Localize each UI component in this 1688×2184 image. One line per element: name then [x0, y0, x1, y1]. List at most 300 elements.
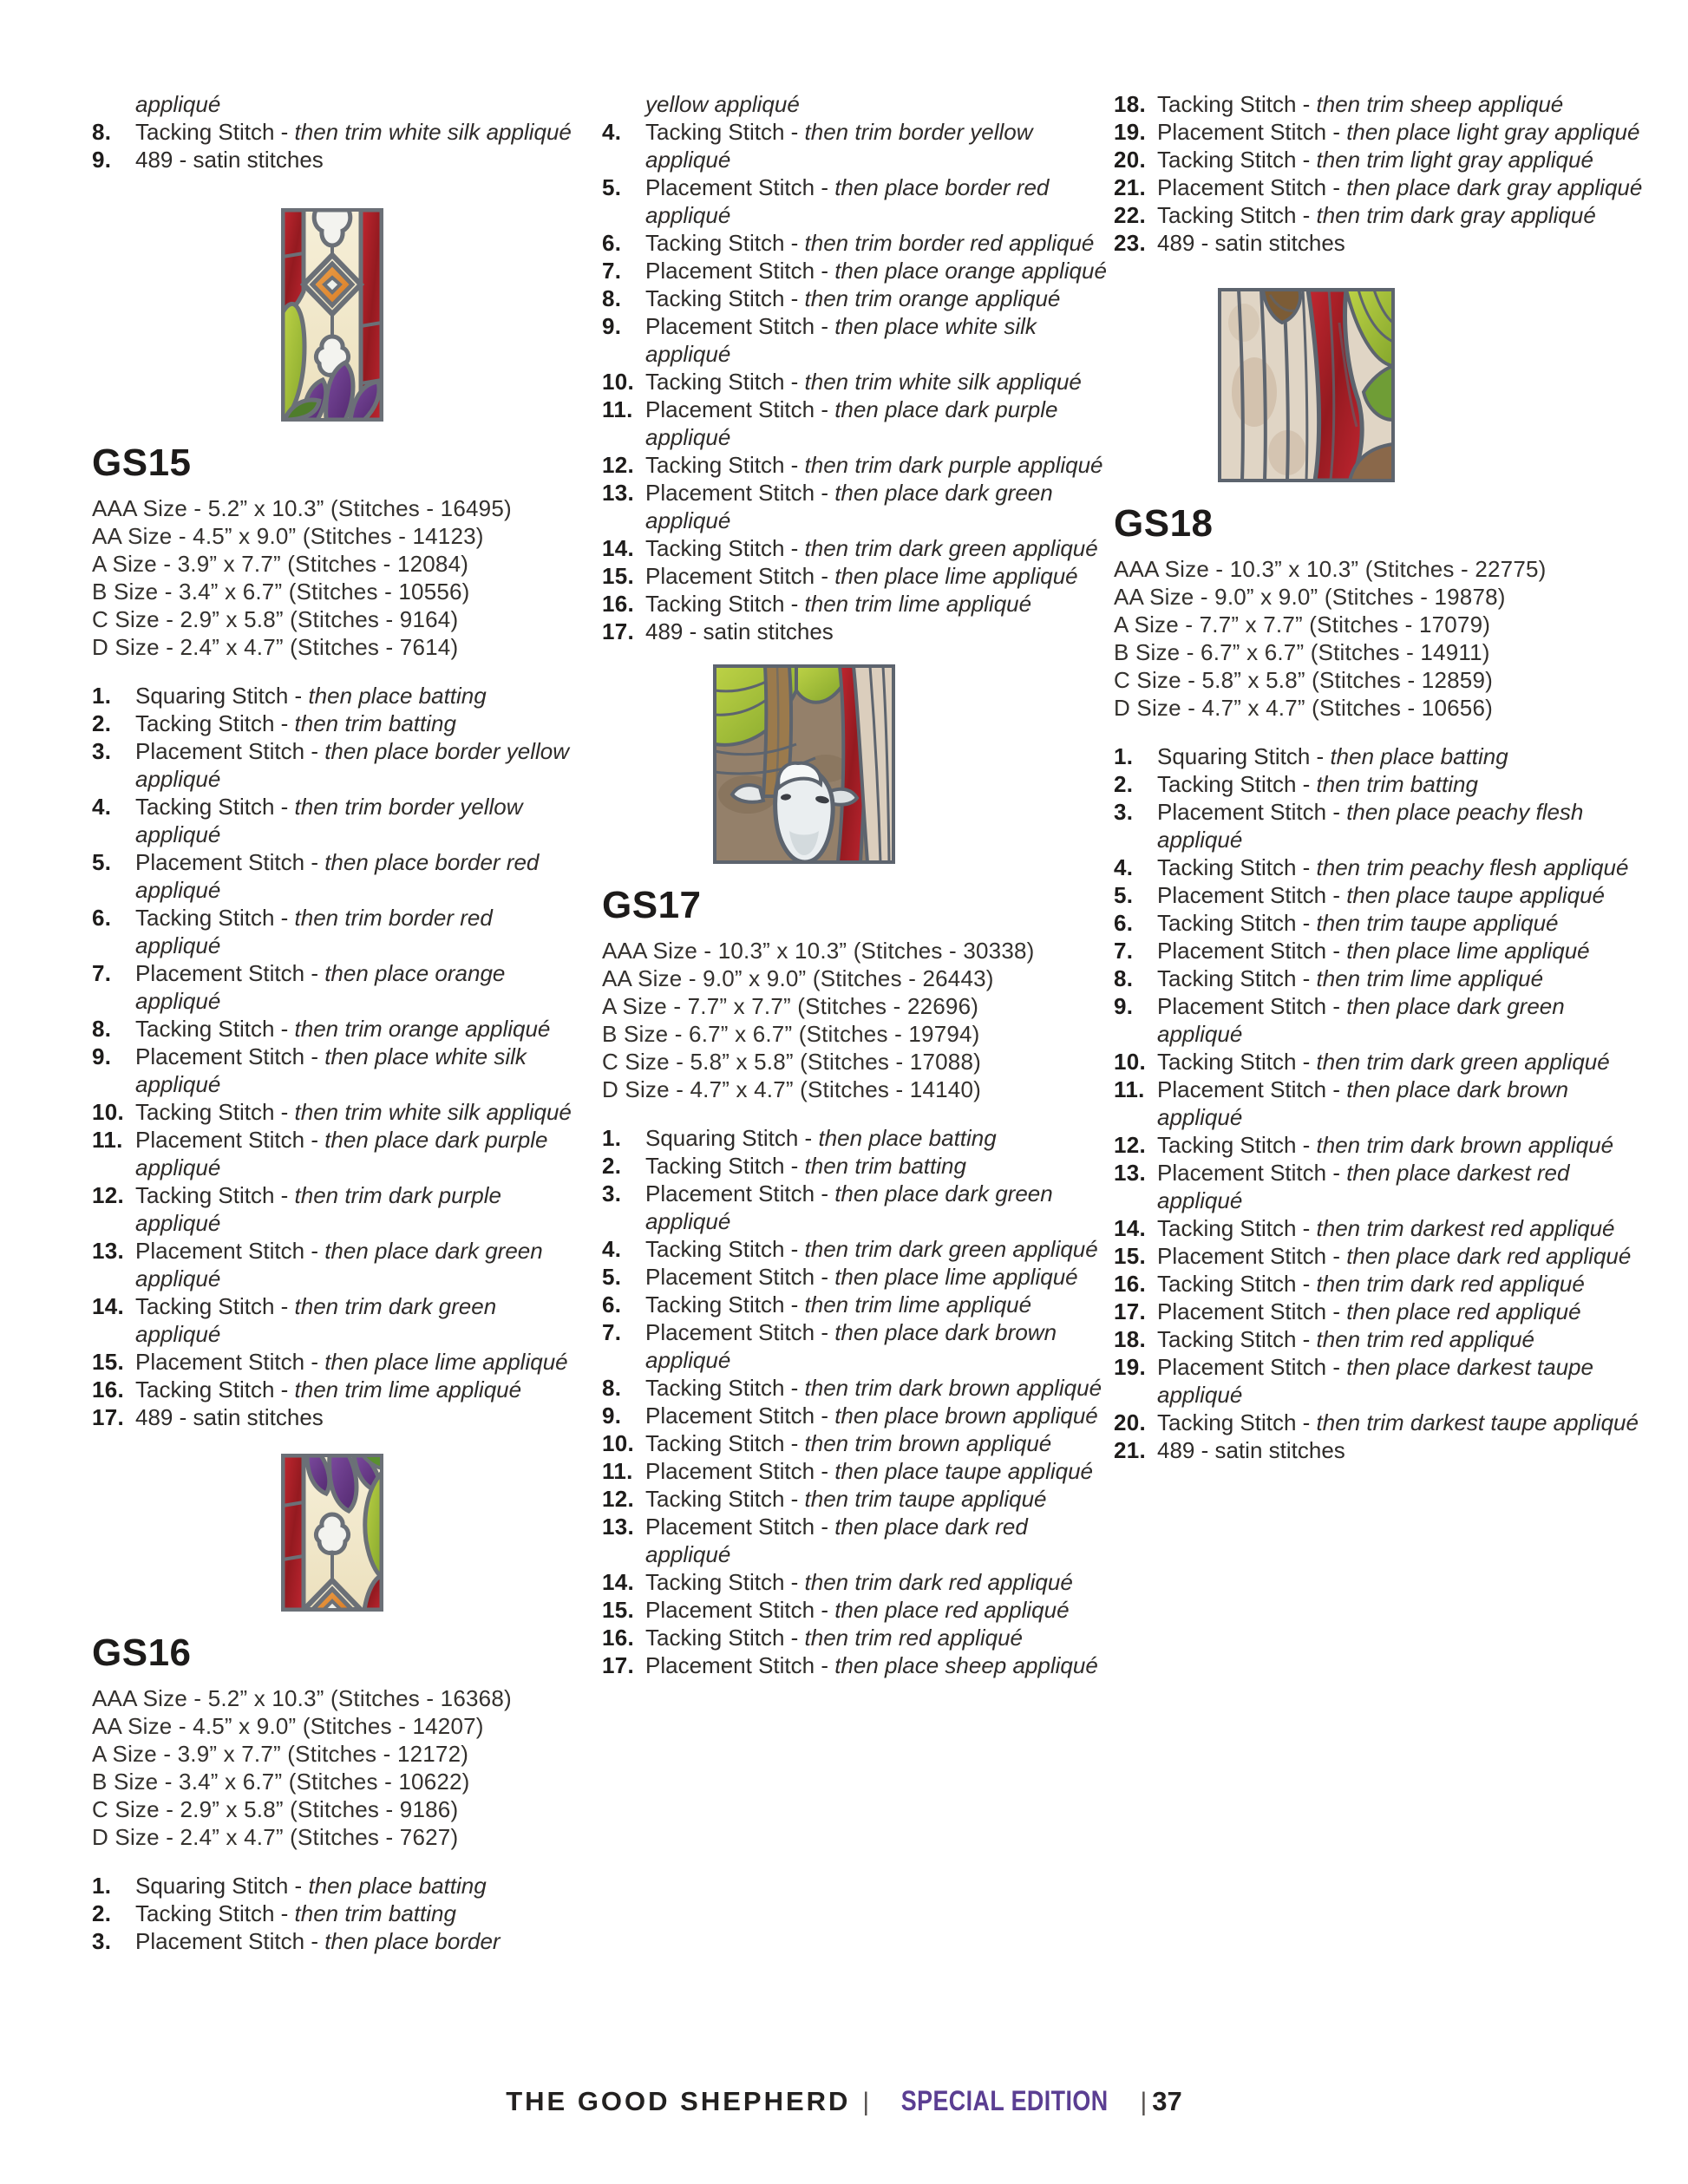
step-text [1157, 1076, 1652, 1131]
step-text [645, 229, 1109, 257]
step-action: Tacking Stitch - [1157, 1132, 1317, 1158]
step-number: 6. [602, 230, 622, 256]
step-detail: then place batting [818, 1125, 997, 1151]
step-detail: then trim border red appliqué [804, 230, 1095, 256]
step-detail: then trim dark green appliqué [1316, 1049, 1610, 1075]
step-detail: then trim sheep appliqué [1316, 91, 1564, 117]
step-action: Placement Stitch - [1157, 938, 1347, 964]
step-number: 7. [602, 1319, 622, 1345]
step-action: Tacking Stitch - [1157, 91, 1317, 117]
step-detail: then place lime appliqué [324, 1349, 568, 1375]
step-detail: then place dark brown appliqué [645, 1319, 1057, 1373]
size-line: D Size - 4.7” x 4.7” (Stitches - 14140) [602, 1076, 981, 1102]
step-action: Tacking Stitch - [645, 1625, 805, 1651]
size-line: AA Size - 4.5” x 9.0” (Stitches - 14207) [92, 1713, 484, 1739]
list-item [602, 1651, 1109, 1679]
list-item [92, 793, 579, 848]
step-text [135, 1292, 579, 1348]
step-detail: then place dark green appliqué [1157, 993, 1565, 1047]
list-item [602, 284, 1109, 312]
step-text [1157, 853, 1652, 881]
list-item [92, 737, 579, 793]
step-detail: then trim taupe appliqué [1316, 910, 1559, 936]
step-action: Placement Stitch - [1157, 993, 1347, 1019]
step-action: Tacking Stitch - [135, 1099, 295, 1125]
step-detail: then trim orange appliqué [294, 1016, 551, 1042]
page-footer [0, 2085, 1688, 2117]
step-number: 9. [1114, 993, 1134, 1019]
list-item [602, 368, 1109, 396]
gs16-wrapped-line: yellow appliqué [645, 91, 800, 117]
step-detail: then place dark green appliqué [645, 1180, 1053, 1234]
step-detail: then trim batting [294, 1900, 456, 1926]
step-text [645, 1624, 1109, 1651]
step-action: Tacking Stitch - [1157, 1215, 1317, 1241]
step-detail: then place light gray appliqué [1346, 119, 1640, 145]
list-item [602, 118, 1109, 173]
step-action: Placement Stitch - [645, 1319, 835, 1345]
size-line: B Size - 6.7” x 6.7” (Stitches - 14911) [1114, 639, 1490, 665]
step-text [1157, 1214, 1652, 1242]
step-number: 14. [602, 535, 635, 561]
step-action: Tacking Stitch - [645, 285, 805, 311]
size-line: B Size - 6.7” x 6.7” (Stitches - 19794) [602, 1021, 980, 1047]
step-text [135, 959, 579, 1015]
step-number: 16. [602, 591, 635, 617]
list-item [92, 1126, 579, 1181]
list-item [1114, 1270, 1652, 1298]
list-item [602, 534, 1109, 562]
list-item [92, 1015, 579, 1043]
step-number: 10. [602, 1430, 635, 1456]
step-action: Placement Stitch - [1157, 1354, 1347, 1380]
step-number: 2. [92, 1900, 112, 1926]
step-number: 21. [1114, 1437, 1147, 1463]
step-text [135, 848, 579, 904]
list-item [602, 1457, 1109, 1485]
step-number: 4. [602, 1236, 622, 1262]
step-number: 17. [1114, 1298, 1147, 1324]
step-number: 9. [92, 147, 112, 173]
step-detail: then trim dark red appliqué [1316, 1271, 1585, 1297]
step-text [645, 284, 1109, 312]
step-detail: then place border [324, 1928, 501, 1954]
design-title-gs15: GS15 [92, 441, 192, 484]
list-item [92, 1900, 579, 1927]
step-text [135, 1181, 579, 1237]
step-text [135, 682, 579, 709]
step-number: 2. [92, 710, 112, 736]
step-text [645, 368, 1109, 396]
step-number: 21. [1114, 174, 1147, 200]
step-detail: then place dark purple appliqué [135, 1127, 548, 1180]
step-number: 14. [1114, 1215, 1147, 1241]
step-text [135, 737, 579, 793]
step-text [1157, 1131, 1652, 1159]
step-number: 5. [92, 849, 112, 875]
step-detail: then place lime appliqué [834, 563, 1078, 589]
step-number: 8. [92, 1016, 112, 1042]
step-detail: then trim brown appliqué [804, 1430, 1052, 1456]
list-item [602, 1124, 1109, 1152]
list-item [602, 618, 1109, 645]
step-number: 15. [92, 1349, 125, 1375]
step-detail: then place dark green appliqué [645, 480, 1053, 533]
step-text [135, 1043, 579, 1098]
step-action: Placement Stitch - [645, 1652, 835, 1678]
step-action: 489 - satin stitches [1157, 230, 1345, 256]
step-number: 23. [1114, 230, 1147, 256]
step-action: Tacking Stitch - [135, 1182, 295, 1208]
list-item [1114, 118, 1652, 146]
step-text [1157, 1325, 1652, 1353]
list-item [92, 146, 579, 173]
step-number: 17. [92, 1404, 125, 1430]
gs17-sheep-stained-glass-preview-image [713, 664, 895, 864]
step-text [135, 1872, 579, 1900]
step-text [645, 1457, 1109, 1485]
step-action: Placement Stitch - [645, 313, 835, 339]
list-item [1114, 964, 1652, 992]
step-detail: then place red appliqué [834, 1597, 1070, 1623]
step-number: 6. [92, 905, 112, 931]
step-number: 8. [1114, 965, 1134, 991]
step-detail: then trim red appliqué [804, 1625, 1023, 1651]
step-number: 3. [602, 1180, 622, 1206]
step-number: 8. [602, 285, 622, 311]
list-item [1114, 1159, 1652, 1214]
step-detail: then trim dark purple appliqué [135, 1182, 501, 1236]
step-action: Tacking Stitch - [135, 1376, 295, 1403]
step-text [1157, 1436, 1652, 1464]
step-text [645, 1429, 1109, 1457]
step-number: 3. [92, 738, 112, 764]
step-text [645, 479, 1109, 534]
step-number: 12. [602, 1486, 635, 1512]
step-text [645, 173, 1109, 229]
list-item [1114, 909, 1652, 937]
step-text [645, 396, 1109, 451]
step-detail: then trim lime appliqué [1316, 965, 1544, 991]
step-text [645, 1263, 1109, 1291]
list-item [1114, 229, 1652, 257]
step-text [645, 1124, 1109, 1152]
step-action: Tacking Stitch - [1157, 1326, 1317, 1352]
list-item [602, 1624, 1109, 1651]
step-number: 1. [602, 1125, 622, 1151]
step-text [135, 1098, 579, 1126]
step-number: 19. [1114, 119, 1147, 145]
step-action: Tacking Stitch - [645, 1430, 805, 1456]
step-action: 489 - satin stitches [135, 147, 324, 173]
step-text [645, 1152, 1109, 1180]
step-number: 9. [92, 1043, 112, 1069]
step-action: Tacking Stitch - [135, 905, 295, 931]
list-item [1114, 1131, 1652, 1159]
size-line: AAA Size - 10.3” x 10.3” (Stitches - 22775) [1114, 556, 1547, 582]
list-item [1114, 90, 1652, 118]
step-detail: then trim lime appliqué [294, 1376, 522, 1403]
gs15-instruction-list [92, 682, 579, 1431]
step-action: Placement Stitch - [1157, 1160, 1347, 1186]
step-number: 7. [1114, 938, 1134, 964]
carryover-wrapped-line: appliqué [135, 91, 221, 117]
step-number: 13. [92, 1238, 125, 1264]
step-action: Placement Stitch - [1157, 1243, 1347, 1269]
step-detail: then place brown appliqué [834, 1403, 1098, 1429]
step-action: Tacking Stitch - [1157, 910, 1317, 936]
list-item [1114, 742, 1652, 770]
gs16-size-list [92, 1684, 579, 1851]
step-detail: then trim taupe appliqué [804, 1486, 1047, 1512]
step-action: 489 - satin stitches [135, 1404, 324, 1430]
step-number: 16. [602, 1625, 635, 1651]
step-text [135, 118, 579, 146]
gs16-instruction-list-continued [602, 118, 1109, 645]
size-line: A Size - 7.7” x 7.7” (Stitches - 17079) [1114, 611, 1491, 638]
list-item [1114, 881, 1652, 909]
step-action: Placement Stitch - [645, 1403, 835, 1429]
step-text [645, 1485, 1109, 1513]
step-text [645, 534, 1109, 562]
list-item [602, 173, 1109, 229]
size-line: C Size - 2.9” x 5.8” (Stitches - 9164) [92, 606, 459, 632]
step-action: Placement Stitch - [1157, 174, 1347, 200]
list-item [602, 312, 1109, 368]
list-item [1114, 173, 1652, 201]
list-item [602, 451, 1109, 479]
step-number: 17. [602, 618, 635, 644]
step-text [135, 1348, 579, 1376]
step-number: 18. [1114, 91, 1147, 117]
step-text [645, 1402, 1109, 1429]
step-action: Placement Stitch - [135, 1238, 325, 1264]
step-action: Tacking Stitch - [645, 119, 805, 145]
step-detail: then place lime appliqué [1346, 938, 1590, 964]
list-item [1114, 1242, 1652, 1270]
step-detail: then place taupe appliqué [834, 1458, 1094, 1484]
step-text [1157, 909, 1652, 937]
step-number: 22. [1114, 202, 1147, 228]
step-detail: then trim dark purple appliqué [804, 452, 1103, 478]
step-detail: then trim white silk appliqué [294, 1099, 572, 1125]
list-item [1114, 853, 1652, 881]
footer-edition: SPECIAL EDITION [900, 2085, 1109, 2116]
step-number: 8. [92, 119, 112, 145]
list-item [92, 1292, 579, 1348]
step-text [1157, 201, 1652, 229]
step-text [135, 1900, 579, 1927]
step-text [645, 618, 1109, 645]
step-detail: then trim batting [1316, 771, 1478, 797]
step-number: 11. [92, 1127, 123, 1153]
footer-title: THE GOOD SHEPHERD [506, 2086, 851, 2116]
list-item [602, 229, 1109, 257]
design-title-gs17: GS17 [602, 884, 702, 926]
step-number: 14. [92, 1293, 125, 1319]
step-action: Placement Stitch - [645, 1264, 835, 1290]
step-number: 12. [1114, 1132, 1147, 1158]
list-item [92, 1927, 579, 1955]
step-action: Tacking Stitch - [135, 1016, 295, 1042]
step-action: Placement Stitch - [645, 1597, 835, 1623]
step-number: 5. [1114, 882, 1134, 908]
step-text [135, 1126, 579, 1181]
step-text [1157, 798, 1652, 853]
design-title-gs18: GS18 [1114, 502, 1214, 545]
list-item [92, 118, 579, 146]
step-number: 14. [602, 1569, 635, 1595]
column-middle [602, 90, 1109, 1679]
list-item [602, 1291, 1109, 1318]
size-line: AA Size - 4.5” x 9.0” (Stitches - 14123) [92, 523, 484, 549]
size-line: C Size - 5.8” x 5.8” (Stitches - 17088) [602, 1049, 981, 1075]
step-text [1157, 742, 1652, 770]
step-detail: then trim red appliqué [1316, 1326, 1534, 1352]
step-text [135, 1403, 579, 1431]
step-action: Placement Stitch - [1157, 1298, 1347, 1324]
step-detail: then place dark red appliqué [1346, 1243, 1632, 1269]
size-line: D Size - 2.4” x 4.7” (Stitches - 7614) [92, 634, 459, 660]
step-detail: then place white silk appliqué [135, 1043, 527, 1097]
step-text [135, 1237, 579, 1292]
step-detail: then trim batting [804, 1153, 966, 1179]
step-text [645, 118, 1109, 173]
column-left [92, 90, 579, 1955]
step-text [645, 451, 1109, 479]
footer-page-number: 37 [1152, 2086, 1182, 2116]
column-right [1114, 90, 1652, 1464]
size-line: A Size - 7.7” x 7.7” (Stitches - 22696) [602, 993, 979, 1019]
gs16-stained-glass-preview-image [281, 1454, 383, 1612]
step-text [135, 1376, 579, 1403]
step-detail: then place border red appliqué [135, 849, 540, 903]
list-item [1114, 798, 1652, 853]
step-text [1157, 1353, 1652, 1409]
step-action: Placement Stitch - [645, 1180, 835, 1206]
step-text [645, 257, 1109, 284]
step-text [1157, 1048, 1652, 1076]
step-text [135, 1015, 579, 1043]
step-number: 15. [1114, 1243, 1147, 1269]
step-text [135, 793, 579, 848]
step-text [645, 1568, 1109, 1596]
step-detail: then place white silk appliqué [645, 313, 1037, 367]
step-text [645, 562, 1109, 590]
step-action: Placement Stitch - [645, 174, 835, 200]
step-detail: then place dark red appliqué [645, 1514, 1028, 1567]
step-number: 15. [602, 1597, 635, 1623]
list-item [602, 1485, 1109, 1513]
step-detail: then place dark green appliqué [135, 1238, 543, 1291]
step-number: 1. [1114, 743, 1134, 769]
step-action: Tacking Stitch - [1157, 1271, 1317, 1297]
step-detail: then trim dark green appliqué [804, 1236, 1098, 1262]
gs17-size-list [602, 937, 1109, 1103]
step-number: 11. [602, 396, 633, 422]
list-item [92, 1043, 579, 1098]
step-number: 6. [1114, 910, 1134, 936]
step-action: 489 - satin stitches [645, 618, 834, 644]
step-number: 9. [602, 1403, 622, 1429]
step-detail: then trim light gray appliqué [1316, 147, 1593, 173]
size-line: C Size - 2.9” x 5.8” (Stitches - 9186) [92, 1796, 459, 1822]
step-action: 489 - satin stitches [1157, 1437, 1345, 1463]
step-action: Placement Stitch - [135, 1928, 325, 1954]
step-action: Squaring Stitch - [645, 1125, 819, 1151]
list-item [602, 1568, 1109, 1596]
step-action: Squaring Stitch - [135, 683, 309, 709]
step-action: Tacking Stitch - [1157, 965, 1317, 991]
step-detail: then trim border yellow appliqué [135, 794, 523, 847]
step-number: 2. [1114, 771, 1134, 797]
step-detail: then trim orange appliqué [804, 285, 1061, 311]
list-item [92, 904, 579, 959]
step-action: Tacking Stitch - [645, 1291, 805, 1318]
step-action: Placement Stitch - [135, 738, 325, 764]
list-item [602, 1429, 1109, 1457]
step-number: 11. [602, 1458, 633, 1484]
step-number: 1. [92, 683, 112, 709]
list-item [1114, 1436, 1652, 1464]
step-number: 4. [92, 794, 112, 820]
step-action: Placement Stitch - [135, 1043, 325, 1069]
step-action: Tacking Stitch - [645, 1486, 805, 1512]
list-item [1114, 1353, 1652, 1409]
list-item [602, 257, 1109, 284]
gs18-instruction-list [1114, 742, 1652, 1464]
step-detail: then place taupe appliqué [1346, 882, 1606, 908]
list-item [602, 1318, 1109, 1374]
list-item [1114, 146, 1652, 173]
step-detail: then trim dark green appliqué [804, 535, 1098, 561]
list-item [602, 1513, 1109, 1568]
step-text [645, 1374, 1109, 1402]
step-action: Tacking Stitch - [645, 1236, 805, 1262]
step-detail: then place lime appliqué [834, 1264, 1078, 1290]
step-action: Tacking Stitch - [645, 1569, 805, 1595]
step-action: Placement Stitch - [135, 1127, 325, 1153]
step-text [135, 904, 579, 959]
step-action: Placement Stitch - [1157, 119, 1347, 145]
step-text [645, 1513, 1109, 1568]
step-action: Placement Stitch - [645, 1458, 835, 1484]
step-number: 7. [602, 258, 622, 284]
list-item [602, 590, 1109, 618]
step-text [1157, 964, 1652, 992]
size-line: AA Size - 9.0” x 9.0” (Stitches - 19878) [1114, 584, 1506, 610]
step-number: 10. [92, 1099, 125, 1125]
step-action: Placement Stitch - [645, 1514, 835, 1540]
step-detail: then trim lime appliqué [804, 591, 1032, 617]
step-number: 13. [602, 1514, 635, 1540]
step-action: Tacking Stitch - [1157, 202, 1317, 228]
list-item [92, 1098, 579, 1126]
step-text [645, 590, 1109, 618]
list-item [602, 1152, 1109, 1180]
size-line: A Size - 3.9” x 7.7” (Stitches - 12084) [92, 551, 469, 577]
step-text [135, 1927, 579, 1955]
step-detail: then place darkest taupe appliqué [1157, 1354, 1593, 1408]
step-number: 13. [1114, 1160, 1147, 1186]
step-detail: then place sheep appliqué [834, 1652, 1098, 1678]
size-line: D Size - 4.7” x 4.7” (Stitches - 10656) [1114, 695, 1493, 721]
step-number: 20. [1114, 147, 1147, 173]
step-number: 1. [92, 1873, 112, 1899]
gs15-stained-glass-preview-image [281, 208, 383, 422]
step-detail: then trim darkest taupe appliqué [1316, 1409, 1639, 1435]
list-item [602, 562, 1109, 590]
